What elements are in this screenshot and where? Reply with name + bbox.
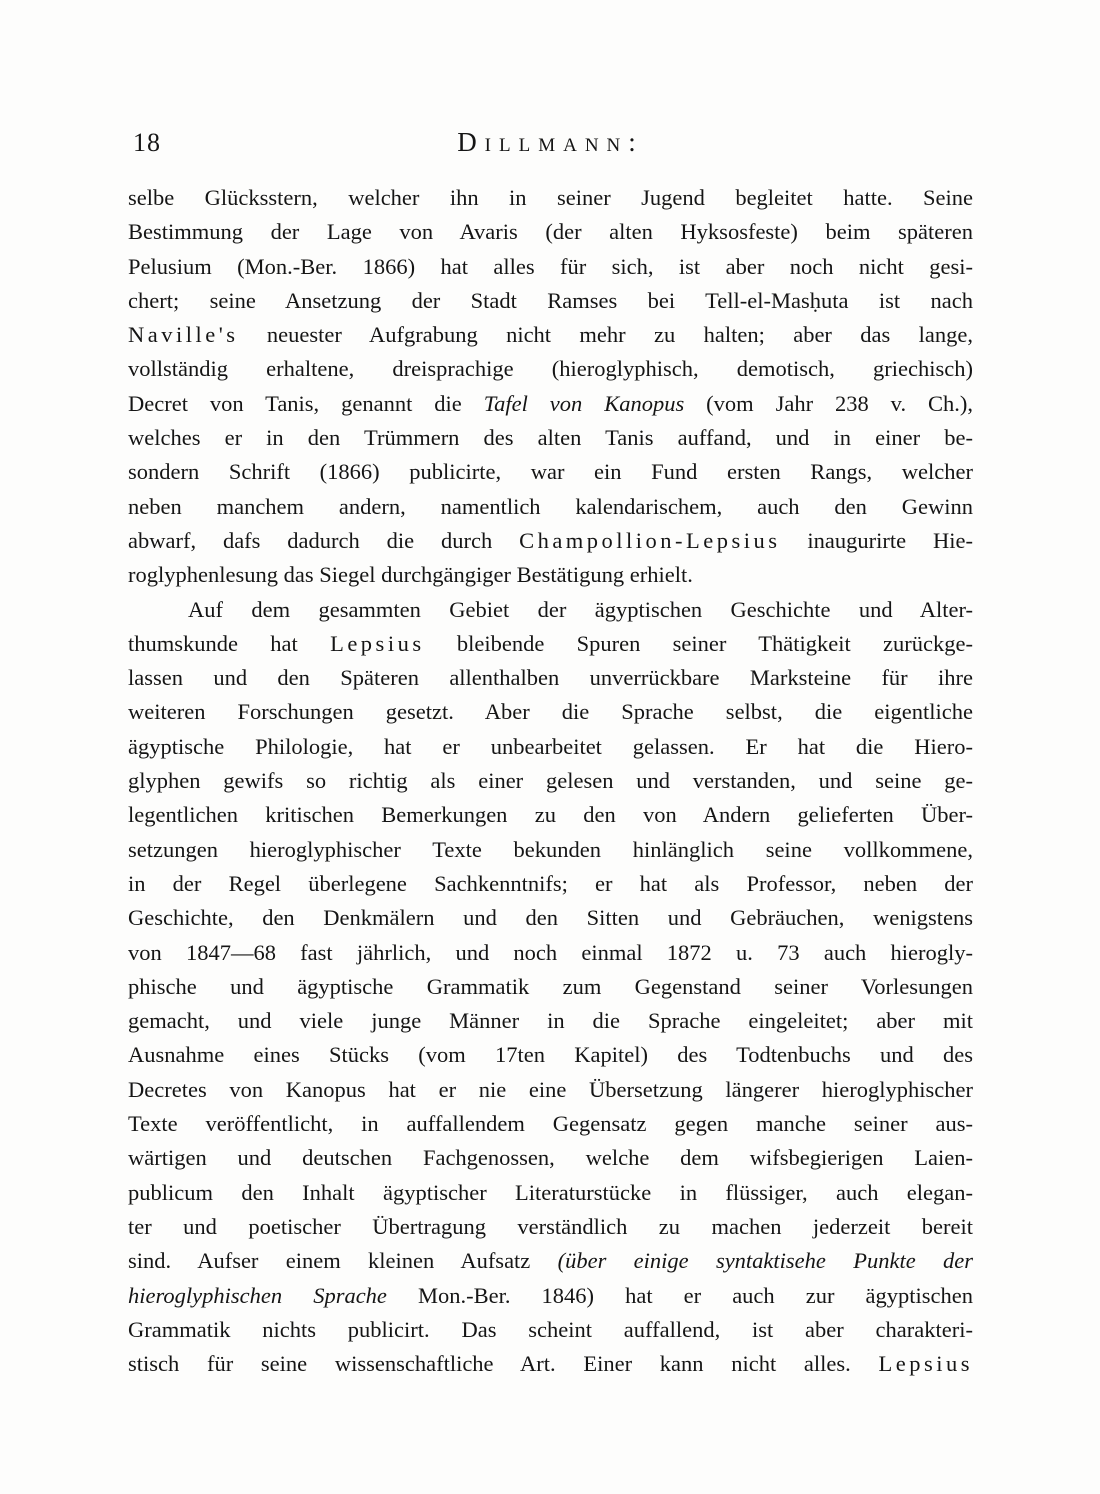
text-segment: phische und ägyptische Grammatik zum Gegenstand seiner Vorlesungen xyxy=(128,973,973,999)
text-line xyxy=(128,593,973,627)
text-line xyxy=(128,1347,973,1381)
text-line xyxy=(128,730,973,764)
italic-text: hieroglyphischen Sprache xyxy=(128,1282,387,1308)
text-line xyxy=(128,1244,973,1278)
running-header xyxy=(128,126,973,162)
text-line xyxy=(128,524,973,558)
text-segment: Bestimmung der Lage von Avaris (der alten Hyksosfeste) beim späteren xyxy=(128,219,973,245)
text-segment: Decret von Tanis, genannt die xyxy=(128,390,484,416)
text-segment: ägyptische Philologie, hat er unbearbeitet gelassen. Er hat die Hiero- xyxy=(128,733,973,759)
text-line xyxy=(128,936,973,970)
text-line xyxy=(128,798,973,832)
text-line xyxy=(128,901,973,935)
text-segment: von 1847—68 fast jährlich, und noch einmal 1872 u. 73 auch hierogly- xyxy=(128,939,973,965)
text-line xyxy=(128,1073,973,1107)
text-segment: weiteren Forschungen gesetzt. Aber die Sprache selbst, die eigentliche xyxy=(128,699,973,725)
text-segment: glyphen gewifs so richtig als einer gelesen und verstanden, und seine ge- xyxy=(128,768,973,794)
text-line xyxy=(128,1313,973,1347)
text-segment: Auf dem gesammten Gebiet der ägyptischen Geschichte und Alter- xyxy=(188,596,973,622)
text-line xyxy=(128,387,973,421)
text-segment: Pelusium (Mon.-Ber. 1866) hat alles für sich, ist aber noch nicht gesi- xyxy=(128,253,973,279)
text-line xyxy=(128,284,973,318)
text-line xyxy=(128,833,973,867)
text-segment: Decretes von Kanopus hat er nie eine Übersetzung längerer hieroglyphischer xyxy=(128,1076,973,1102)
text-line xyxy=(128,1210,973,1244)
text-line xyxy=(128,250,973,284)
text-line xyxy=(128,215,973,249)
italic-text: (über einige syntaktisehe Punkte der xyxy=(557,1248,973,1274)
text-segment: Texte veröffentlicht, in auffallendem Gegensatz gegen manche seiner aus- xyxy=(128,1111,973,1137)
text-line xyxy=(128,1107,973,1141)
text-segment: (vom Jahr 238 v. Ch.), xyxy=(684,390,973,416)
text-segment: sind. Aufser einem kleinen Aufsatz xyxy=(128,1248,558,1274)
text-line xyxy=(128,181,973,215)
text-segment: chert; seine Ansetzung der Stadt Ramses bei Tell-el-Masḥuta ist nach xyxy=(128,287,973,313)
italic-text: Tafel von Kanopus xyxy=(483,390,685,416)
text-segment: stisch für seine wissenschaftliche Art. Einer kann nicht alles. xyxy=(128,1351,879,1377)
letterspaced-name: Lepsius xyxy=(330,630,425,656)
text-segment: publicum den Inhalt ägyptischer Literaturstücke in flüssiger, auch elegan- xyxy=(128,1179,973,1205)
text-line xyxy=(128,1004,973,1038)
text-line xyxy=(128,1038,973,1072)
text-segment: inaugurirte Hie- xyxy=(780,527,973,553)
text-line xyxy=(128,352,973,386)
text-segment: gemacht, und viele junge Männer in die Sprache eingeleitet; aber mit xyxy=(128,1008,973,1034)
text-line xyxy=(128,764,973,798)
letterspaced-name: Naville's xyxy=(128,322,239,348)
text-segment: Geschichte, den Denkmälern und den Sitten und Gebräuchen, wenigstens xyxy=(128,905,973,931)
text-line xyxy=(128,970,973,1004)
letterspaced-name: Champollion-Lepsius xyxy=(519,527,781,553)
page-number: 18 xyxy=(133,128,161,157)
text-segment: Grammatik nichts publicirt. Das scheint auffallend, ist aber charakteri- xyxy=(128,1316,973,1342)
text-segment: ter und poetischer Übertragung verständlich zu machen jederzeit bereit xyxy=(128,1213,973,1239)
text-line xyxy=(128,558,973,592)
text-line xyxy=(128,318,973,352)
text-segment: selbe Glücksstern, welcher ihn in seiner Jugend begleitet hatte. Seine xyxy=(128,185,973,210)
text-segment: Ausnahme eines Stücks (vom 17ten Kapitel) des Todtenbuchs und des xyxy=(128,1042,973,1068)
text-segment: vollständig erhaltene, dreisprachige (hieroglyphisch, demotisch, griechisch) xyxy=(128,356,973,382)
text-segment: welches er in den Trümmern des alten Tanis auffand, und in einer be- xyxy=(128,425,973,451)
text-line xyxy=(128,490,973,524)
text-segment: abwarf, dafs dadurch die durch xyxy=(128,527,520,553)
text-segment: thumskunde hat xyxy=(128,630,331,656)
letterspaced-name: Lepsius xyxy=(878,1351,973,1377)
text-line xyxy=(128,421,973,455)
text-line xyxy=(128,627,973,661)
text-segment: legentlichen kritischen Bemerkungen zu den von Andern gelieferten Über- xyxy=(128,802,973,828)
text-line xyxy=(128,1141,973,1175)
text-segment: bleibende Spuren seiner Thätigkeit zurückge- xyxy=(424,630,973,656)
text-line xyxy=(128,661,973,695)
text-segment: setzungen hieroglyphischer Texte bekunden hinlänglich seine vollkommene, xyxy=(128,836,973,862)
text-line xyxy=(128,1279,973,1313)
text-line xyxy=(128,867,973,901)
text-segment: neben manchem andern, namentlich kalendarischem, auch den Gewinn xyxy=(128,493,973,519)
text-segment: roglyphenlesung das Siegel durchgängiger Bestätigung erhielt. xyxy=(128,562,693,588)
body-text xyxy=(128,181,973,1381)
running-head-title: Dillmann: xyxy=(457,127,644,157)
text-segment: wärtigen und deutschen Fachgenossen, welche dem wifsbegierigen Laien- xyxy=(128,1145,973,1171)
text-segment: in der Regel überlegene Sachkenntnifs; er hat als Professor, neben der xyxy=(128,870,973,896)
text-line xyxy=(128,1176,973,1210)
text-line xyxy=(128,455,973,489)
text-line xyxy=(128,695,973,729)
text-segment: Mon.-Ber. 1846) hat er auch zur ägyptischen xyxy=(386,1282,973,1308)
text-segment: sondern Schrift (1866) publicirte, war ein Fund ersten Rangs, welcher xyxy=(128,459,973,485)
text-segment: neuester Aufgrabung nicht mehr zu halten; aber das lange, xyxy=(238,322,973,348)
text-segment: lassen und den Späteren allenthalben unverrückbare Marksteine für ihre xyxy=(128,665,973,691)
